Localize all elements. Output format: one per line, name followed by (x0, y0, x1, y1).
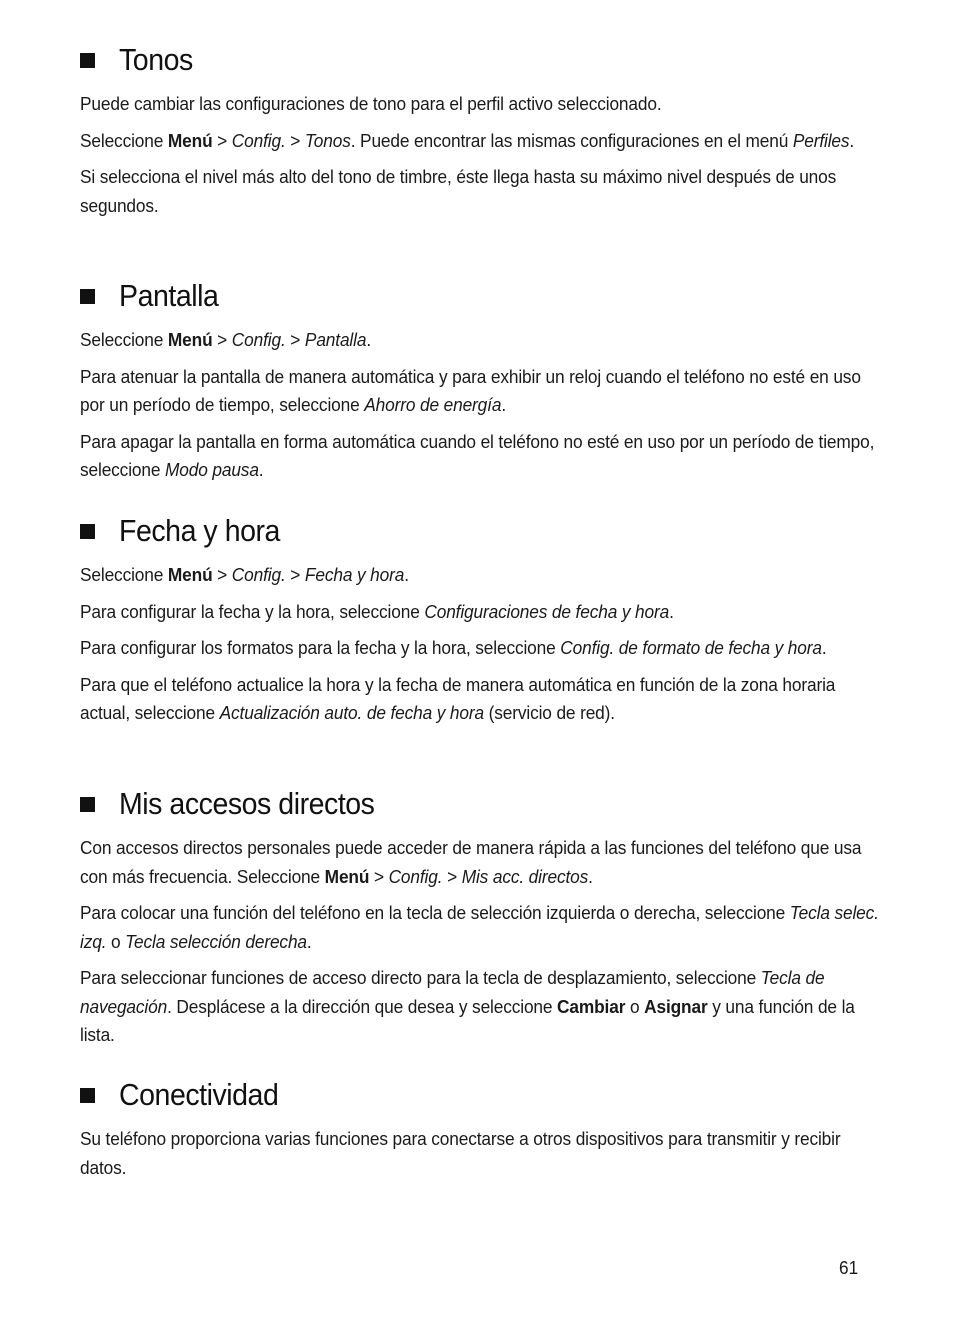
section-fecha-hora (80, 511, 880, 736)
section-heading (80, 1075, 880, 1115)
bullet-square-icon (80, 1088, 95, 1103)
paragraph: Para seleccionar funciones de acceso directo para la tecla de desplazamiento, seleccione Tecla de navegación. Desplácese a la dirección que desea y seleccione Cambiar o Asignar y una función de la lista. (80, 967, 855, 1045)
paragraph: Seleccione Menú > Config. > Tonos. Puede encontrar las mismas configuraciones en el menú Perfiles. (80, 129, 855, 151)
section-accesos-directos (80, 784, 880, 1058)
section-conectividad (80, 1075, 880, 1190)
paragraph: Puede cambiar las configuraciones de tono para el perfil activo seleccionado. (80, 93, 662, 114)
section-tonos (80, 40, 880, 228)
paragraph: Para que el teléfono actualice la hora y la fecha de manera automática en función de la zona horaria actual, seleccione Actualización auto. de fecha y hora (servicio de red). (80, 673, 836, 723)
heading-text: Pantalla (119, 278, 219, 313)
paragraph: Para colocar una función del teléfono en la tecla de selección izquierda o derecha, seleccione Tecla selec. izq. o Tecla selección derecha. (80, 902, 879, 952)
paragraph: Si selecciona el nivel más alto del tono de timbre, éste llega hasta su máximo nivel después de unos segundos. (80, 166, 837, 216)
bullet-square-icon (80, 53, 95, 68)
page-number: 61 (839, 1257, 859, 1278)
section-heading (80, 276, 880, 316)
paragraph: Para configurar los formatos para la fecha y la hora, seleccione Config. de formato de fecha y hora. (80, 637, 827, 658)
heading-text: Mis accesos directos (119, 786, 375, 821)
paragraph: Para atenuar la pantalla de manera automática y para exhibir un reloj cuando el teléfono no esté en uso por un período de tiempo, seleccione Ahorro de energía. (80, 365, 861, 415)
section-pantalla (80, 276, 880, 493)
paragraph: Su teléfono proporciona varias funciones para conectarse a otros dispositivos para transmitir y recibir datos. (80, 1128, 841, 1178)
paragraph: Para apagar la pantalla en forma automática cuando el teléfono no esté en uso por un período de tiempo, seleccione Modo pausa. (80, 430, 875, 480)
heading-text: Tonos (119, 42, 193, 77)
paragraph: Con accesos directos personales puede acceder de manera rápida a las funciones del teléfono que usa con más frecuencia. Seleccione Menú > Config. > Mis acc. directos. (80, 837, 862, 887)
paragraph: Seleccione Menú > Config. > Fecha y hora. (80, 564, 409, 585)
paragraph: Para configurar la fecha y la hora, seleccione Configuraciones de fecha y hora. (80, 600, 674, 622)
section-heading (80, 40, 880, 80)
heading-text: Conectividad (119, 1077, 279, 1112)
paragraph: Seleccione Menú > Config. > Pantalla. (80, 329, 371, 350)
section-heading (80, 784, 880, 824)
bullet-square-icon (80, 524, 95, 539)
heading-text: Fecha y hora (119, 513, 280, 548)
bullet-square-icon (80, 797, 95, 812)
section-heading (80, 511, 880, 551)
bullet-square-icon (80, 289, 95, 304)
